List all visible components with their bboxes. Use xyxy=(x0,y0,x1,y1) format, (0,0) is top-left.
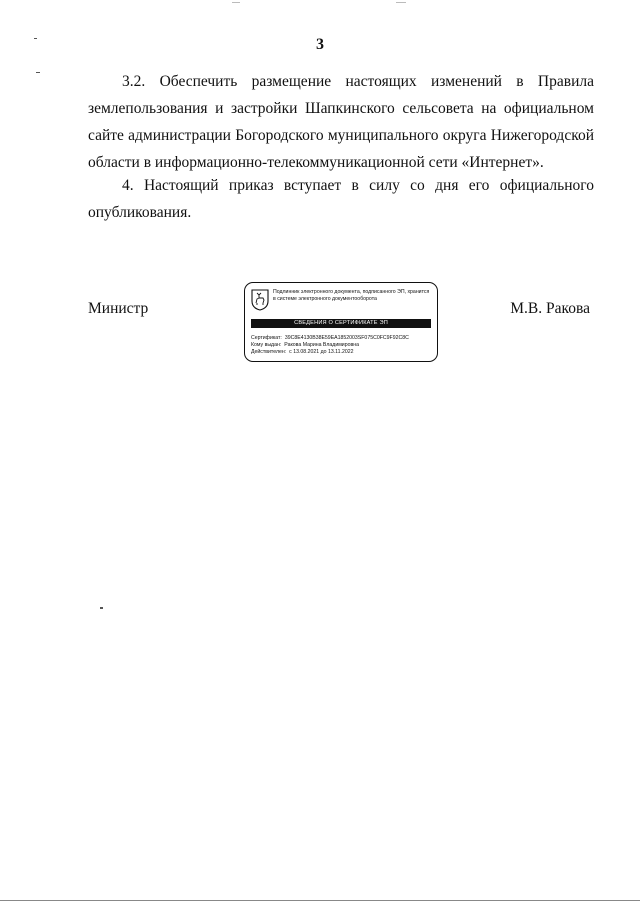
stamp-caption: Подлинник электронного документа, подписанного ЭП, хранится в системе электронного документооборота xyxy=(273,289,430,302)
scan-speck xyxy=(396,2,406,3)
certificate-value: 39C8E4130B38E59EA1852003SF075C0FC9F92C8C xyxy=(284,335,409,341)
scan-bottom-edge xyxy=(0,900,640,901)
valid-label: Действителен: xyxy=(251,348,287,355)
issued-to-value: Ракова Марина Владимировна xyxy=(284,341,359,348)
signer-name: М.В. Ракова xyxy=(510,300,590,317)
issued-to-label: Кому выдан: xyxy=(251,341,282,348)
scan-speck xyxy=(100,607,103,609)
certificate-row xyxy=(251,335,433,342)
scan-speck xyxy=(36,72,40,73)
page-number: 3 xyxy=(316,36,324,53)
scan-speck xyxy=(232,2,240,3)
paragraph-4: 4. Настоящий приказ вступает в силу со дня его официального опубликования. xyxy=(88,177,594,221)
scan-speck xyxy=(34,38,37,39)
deer-coat-of-arms-icon xyxy=(251,289,269,311)
issued-to-row xyxy=(251,342,433,349)
valid-value: с 13.08.2021 до 13.11.2022 xyxy=(289,348,354,355)
stamp-header: СВЕДЕНИЯ О СЕРТИФИКАТЕ ЭП xyxy=(251,319,431,328)
signer-title: Министр xyxy=(88,300,149,317)
paragraph-3-2: 3.2. Обеспечить размещение настоящих изменений в Правила землепользования и застройки Шапкинского сельсовета на официальном сайте администрации Богородского муниципального округа Нижегородской области в информационно-телекоммуникационной сети «Интернет». xyxy=(88,73,594,171)
stamp-details xyxy=(251,335,433,355)
valid-row xyxy=(251,349,433,356)
electronic-signature-stamp xyxy=(244,282,438,362)
certificate-label: Сертификат: xyxy=(251,335,282,341)
